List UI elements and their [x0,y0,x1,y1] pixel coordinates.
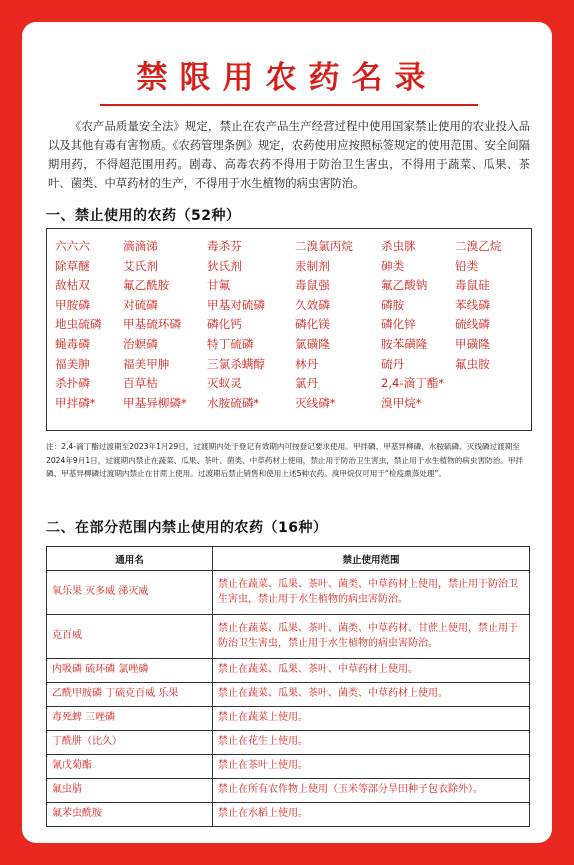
banned-pesticide-item: 氯磺隆 [295,336,330,351]
banned-pesticide-item: 氯丹 [295,376,319,391]
banned-pesticide-item: 狄氏剂 [207,258,242,273]
banned-pesticide-item: 2,4-滴丁酯* [381,376,445,391]
prohibited-scope-cell: 禁止在蔬菜、瓜果、茶叶、菌类、中草药材、甘蔗上使用，禁止用于防治卫生害虫，禁止用于水生植物的病虫害防治。 [213,615,530,659]
table-row [47,615,530,659]
table-row [47,571,530,615]
table-row [47,707,530,731]
banned-pesticide-item: 磷化钙 [207,317,242,332]
banned-pesticide-item: 二溴氯丙烷 [295,239,353,253]
intro-paragraph: 《农产品质量安全法》规定，禁止在农产品生产经营过程中使用国家禁止使用的农业投入品以及其他有毒有害物质。《农药管理条例》规定，农药使用应按照标签规定的使用范围、安全间隔期用药，不得超范围用药。剧毒、高毒农药不得用于防治卫生害虫，不得用于蔬菜、瓜果、茶叶、菌类、中草药材的生产，不得用于水生植物的病虫害防治。 [48,120,530,190]
banned-pesticide-item: 特丁硫磷 [207,336,254,351]
banned-pesticide-item: 氟乙酸钠 [381,278,428,293]
banned-pesticide-item: 地虫硫磷 [55,317,102,332]
banned-pesticide-item: 甲胺磷 [55,297,90,312]
banned-pesticide-item: 汞制剂 [295,258,330,273]
pesticide-name-cell: 氰戊菊酯 [47,755,213,779]
banned-pesticide-item: 灭线磷* [295,395,336,410]
banned-pesticide-item: 硫丹 [381,356,405,371]
banned-pesticide-item: 氟虫胺 [455,356,490,371]
banned-pesticide-item: 甘氟 [207,278,231,293]
banned-pesticide-item: 百草枯 [123,376,158,391]
pesticide-name-cell: 毒死蜱 三唑磷 [47,707,213,731]
banned-pesticide-item: 毒鼠强 [295,278,330,293]
prohibited-scope-cell: 禁止在茶叶上使用。 [213,755,530,779]
banned-pesticide-item: 毒鼠硅 [455,278,490,293]
banned-pesticide-item: 六六六 [55,239,90,253]
prohibited-scope-cell: 禁止在水稻上使用。 [213,803,530,827]
banned-pesticide-item: 胺苯磺隆 [381,336,428,351]
banned-pesticides-grid [55,237,525,413]
banned-pesticide-item: 溴甲烷* [381,395,422,410]
banned-pesticide-item: 磷胺 [381,297,405,312]
banned-pesticide-item: 硫线磷 [455,317,490,332]
table-row [47,779,530,803]
prohibited-scope-cell: 禁止在蔬菜、瓜果、茶叶、菌类、中草药材上使用，禁止用于防治卫生害虫，禁止用于水生植物的病虫害防治。 [213,571,530,615]
banned-pesticide-item: 苯线磷 [455,297,490,312]
banned-pesticide-item: 三氯杀螨醇 [207,356,265,371]
pesticide-name-cell: 氧乐果 灭多威 涕灭威 [47,571,213,615]
section1-heading: 一、禁止使用的农药（52种） [46,208,241,224]
pesticide-name-cell: 乙酰甲胺磷 丁硫克百威 乐果 [47,683,213,707]
banned-pesticides-box [46,228,532,431]
column-header-scope: 禁止使用范围 [213,547,530,571]
pesticide-name-cell: 氟苯虫酰胺 [47,803,213,827]
banned-pesticide-item [455,374,525,394]
banned-pesticide-item: 福美甲胂 [123,356,170,371]
banned-pesticide-item: 除草醚 [55,258,90,273]
banned-pesticide-item: 毒杀芬 [207,239,242,253]
pesticide-name-cell: 氟虫腈 [47,779,213,803]
table-row [47,659,530,683]
banned-pesticide-item: 敌枯双 [55,278,90,293]
banned-pesticide-item: 甲基对硫磷 [207,297,265,312]
banned-pesticide-item: 氟乙酰胺 [123,278,170,293]
table-row [47,731,530,755]
banned-pesticide-item: 治螟磷 [123,336,158,351]
pesticide-name-cell: 丁酰肼（比久） [47,731,213,755]
prohibited-scope-cell: 禁止在蔬菜、瓜果、茶叶、菌类、中草药材上使用。 [213,683,530,707]
pesticide-name-cell: 内吸磷 硫环磷 氯唑磷 [47,659,213,683]
banned-pesticide-item [455,394,525,414]
banned-pesticide-item: 磷化锌 [381,317,416,332]
prohibited-scope-cell: 禁止在蔬菜、瓜果、茶叶、中草药材上使用。 [213,659,530,683]
banned-pesticide-item: 水胺硫磷* [207,395,260,410]
banned-pesticide-item: 蝇毒磷 [55,336,90,351]
table-row [47,755,530,779]
banned-pesticide-item: 铅类 [455,258,479,273]
banned-pesticide-item: 滴滴涕 [123,239,158,253]
banned-pesticide-item: 杀扑磷 [55,376,90,391]
restricted-pesticides-table [46,546,530,827]
banned-pesticide-item: 艾氏剂 [123,258,158,273]
banned-pesticide-item: 甲基异柳磷* [123,395,187,410]
column-header-name: 通用名 [47,547,213,571]
banned-pesticide-item: 灭蚁灵 [207,376,242,391]
prohibited-scope-cell: 禁止在蔬菜上使用。 [213,707,530,731]
page-title: 禁限用农药名录 [136,60,438,96]
banned-pesticide-item: 磷化镁 [295,317,330,332]
pesticide-name-cell: 克百威 [47,615,213,659]
banned-pesticide-item: 林丹 [295,356,319,371]
note-text: 注：2,4-滴丁酯过渡期至2023年1月29日，过渡期内处于登记有效期内可按登记要求使用。甲拌磷、甲基异柳磷、水胺硫磷、灭线磷过渡期至2024年9月1日，过渡期内禁止在蔬菜、瓜果、茶叶、菌类、中草药材上使用，禁止用于防治卫生害虫，禁止用于水生植物的病虫害防治。甲拌磷、甲基异柳磷过渡期内禁止在甘蔗上使用。过渡期后禁止销售和使用上述5种农药。溴甲烷仅可用于“检疫熏蒸处理”。 [46,442,524,478]
section2-heading: 二、在部分范围内禁止使用的农药（16种） [46,520,328,536]
prohibited-scope-cell: 禁止在所有农作物上使用（玉米等部分旱田种子包衣除外）。 [213,779,530,803]
banned-pesticide-item: 甲基硫环磷 [123,317,181,332]
banned-pesticide-item: 杀虫脒 [381,239,416,253]
banned-pesticide-item: 甲拌磷* [55,395,96,410]
banned-pesticide-item: 对硫磷 [123,297,158,312]
banned-pesticide-item: 砷类 [381,258,405,273]
banned-pesticide-item: 福美胂 [55,356,90,371]
banned-pesticide-item: 久效磷 [295,297,330,312]
poster-card [22,22,552,843]
banned-pesticide-item: 甲磺隆 [455,336,490,351]
banned-pesticide-item: 二溴乙烷 [455,239,502,253]
table-row [47,803,530,827]
prohibited-scope-cell: 禁止在花生上使用。 [213,731,530,755]
table-row [47,683,530,707]
title-underline [100,104,478,106]
